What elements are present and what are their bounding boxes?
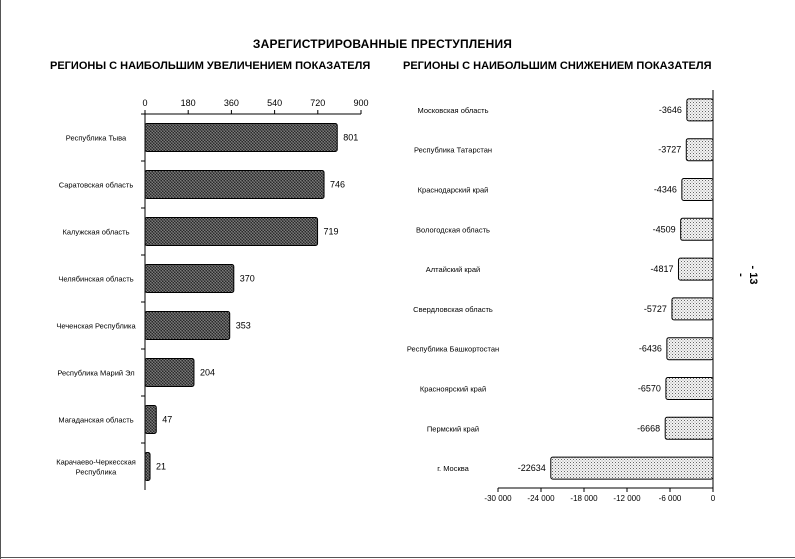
left-bar-chart	[56, 98, 368, 490]
right-category-label: Алтайский край	[425, 265, 481, 275]
left-bar	[145, 312, 230, 340]
right-bar	[678, 258, 713, 280]
right-tick-label: -6 000	[658, 494, 682, 503]
right-category-label: Свердловская область	[413, 304, 493, 314]
left-tick-label: 540	[267, 98, 283, 108]
left-category-label: Саратовская область	[58, 180, 134, 190]
right-bar	[666, 378, 713, 400]
right-category-label: Краснодарский край	[417, 185, 489, 195]
left-data-label: 719	[323, 226, 339, 237]
left-bar	[145, 265, 234, 293]
left-data-label: 204	[199, 367, 215, 378]
right-bar	[687, 99, 713, 121]
right-data-label: -6436	[638, 343, 662, 354]
right-bar	[686, 139, 713, 161]
left-bar	[145, 406, 156, 434]
right-category-label: Пермский край	[426, 424, 480, 434]
right-data-label: -22634	[517, 463, 546, 474]
right-tick-label: -18 000	[570, 494, 598, 503]
left-chart-title: РЕГИОНЫ С НАИБОЛЬШИМ УВЕЛИЧЕНИЕМ ПОКАЗАТЕЛЯ	[50, 60, 371, 72]
right-bar	[682, 179, 713, 201]
left-category-label: Челябинская область	[58, 274, 134, 284]
left-tick-label: 180	[180, 98, 196, 108]
left-tick-label: 720	[310, 98, 326, 108]
right-bar-chart	[407, 90, 716, 503]
left-category-label: Чеченская Республика	[56, 321, 136, 331]
right-bar	[551, 457, 713, 479]
right-category-label: Республика Татарстан	[413, 145, 493, 155]
right-category-label: Красноярский край	[419, 384, 487, 394]
left-category-label: Калужская область	[62, 227, 130, 237]
right-category-label: Московская область	[417, 105, 489, 115]
left-data-label: 47	[162, 414, 173, 425]
right-bar	[667, 338, 713, 360]
left-data-label: 353	[235, 320, 251, 331]
right-tick-label: -24 000	[527, 494, 555, 503]
right-data-label: -5727	[643, 303, 667, 314]
right-data-label: -6570	[637, 383, 661, 394]
left-category-label: Республика	[75, 467, 117, 477]
left-data-label: 21	[156, 461, 167, 472]
left-bar	[145, 124, 337, 152]
left-category-label: Республика Марий Эл	[57, 368, 135, 378]
left-data-label: 801	[343, 132, 359, 143]
right-tick-label: 0	[710, 494, 716, 503]
left-tick-label: 360	[223, 98, 239, 108]
left-tick-label: 900	[353, 98, 369, 108]
left-bar	[145, 359, 194, 387]
right-data-label: -4509	[652, 224, 676, 235]
left-category-label: Магаданская область	[58, 415, 134, 425]
right-data-label: -3646	[658, 104, 682, 115]
right-tick-label: -30 000	[484, 494, 512, 503]
right-chart-title: РЕГИОНЫ С НАИБОЛЬШИМ СНИЖЕНИЕМ ПОКАЗАТЕЛЯ	[403, 60, 712, 72]
right-bar	[672, 298, 713, 320]
left-data-label: 746	[330, 179, 346, 190]
right-data-label: -4817	[650, 264, 674, 275]
right-tick-label: -12 000	[613, 494, 641, 503]
right-data-label: -6668	[637, 423, 661, 434]
right-category-label: г. Москва	[437, 464, 469, 474]
left-bar	[145, 171, 324, 199]
page-number: - 13 -	[735, 265, 759, 285]
right-bar	[681, 218, 713, 240]
left-category-label: Республика Тыва	[65, 133, 127, 143]
left-bar	[145, 453, 150, 481]
right-bar	[665, 417, 713, 439]
right-data-label: -3727	[658, 144, 682, 155]
right-category-label: Республика Башкортостан	[406, 344, 500, 354]
page-title: ЗАРЕГИСТРИРОВАННЫЕ ПРЕСТУПЛЕНИЯ	[252, 37, 513, 51]
left-bar	[145, 218, 318, 246]
left-tick-label: 0	[142, 98, 148, 108]
left-data-label: 370	[239, 273, 255, 284]
right-category-label: Вологодская область	[416, 225, 490, 235]
left-category-label: Карачаево-Черкесская	[56, 457, 136, 467]
right-data-label: -4346	[653, 184, 677, 195]
